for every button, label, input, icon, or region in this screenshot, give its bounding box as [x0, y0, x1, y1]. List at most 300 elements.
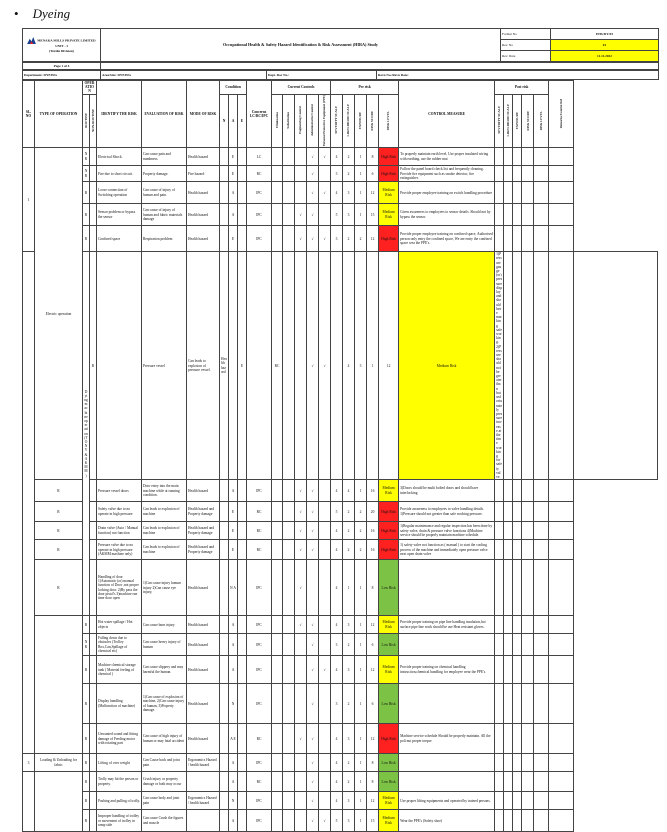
- row-cond-e: [238, 616, 247, 634]
- row-elimination: [272, 616, 283, 634]
- row-cond-a: A: [229, 204, 238, 226]
- col-operation: OPERATION: [83, 81, 97, 95]
- row-non-routine: [90, 560, 97, 616]
- row-severity: 4: [331, 754, 343, 772]
- col-control-measure: CONTROL MEASURE: [399, 81, 495, 148]
- row-operation-type: Electric operation: [35, 148, 83, 480]
- row-likelihood: 2: [343, 522, 355, 540]
- row-post-cell: [549, 182, 574, 204]
- row-concerns: IPC: [247, 634, 272, 656]
- row-post-cell: [513, 166, 522, 182]
- row-risk: Display handling (Malfunction of machine): [97, 684, 142, 724]
- row-mode: Ergonomics Hazard \ health hazard: [187, 792, 220, 810]
- row-substitution: [283, 226, 295, 252]
- row-exposure: 1: [355, 480, 367, 502]
- row-post-cell: [513, 810, 522, 832]
- row-post-cell: [513, 540, 522, 560]
- row-post-cell: [513, 684, 522, 724]
- row-post-cell: [495, 226, 504, 252]
- row-cond-e: [238, 634, 247, 656]
- row-severity: 5: [331, 810, 343, 832]
- row-severity: 3: [331, 226, 343, 252]
- row-post-cell: [495, 502, 504, 522]
- row-post-cell: [534, 480, 549, 502]
- company-cell: [23, 29, 101, 62]
- col-sl: SL. NO: [23, 81, 35, 148]
- row-risk-level: Low Risk: [379, 684, 399, 724]
- table-row: [23, 754, 658, 772]
- row-substitution: [283, 502, 295, 522]
- row-post-cell: [534, 502, 549, 522]
- row-cond-a: A: [229, 754, 238, 772]
- row-post-cell: [549, 252, 574, 480]
- row-post-cell: [522, 252, 534, 480]
- row-concerns: RC: [247, 522, 272, 540]
- col-substitution: Substitution: [286, 111, 291, 129]
- row-severity: 3: [331, 684, 343, 724]
- row-elimination: [272, 560, 283, 616]
- row-exposure: 1: [355, 148, 367, 166]
- row-exposure: 1: [355, 754, 367, 772]
- row-cond-a: A: [229, 480, 238, 502]
- row-mode: Health hazard: [187, 684, 220, 724]
- row-cond-n: [220, 772, 229, 792]
- row-post-cell: [495, 480, 504, 502]
- row-non-routine: [90, 772, 97, 792]
- row-risk: Pressure vessel: [142, 252, 187, 480]
- row-cond-n: [220, 148, 229, 166]
- row-control-measure: [399, 560, 495, 616]
- row-cond-a: N A: [229, 560, 238, 616]
- row-likelihood: 2: [343, 502, 355, 522]
- row-administrative: √: [307, 616, 319, 634]
- table-row: [23, 522, 658, 540]
- row-evaluation: Can leads to explosion of machine: [142, 502, 187, 522]
- row-engineering: [295, 754, 307, 772]
- row-engineering: [295, 166, 307, 182]
- row-control-measure: [399, 772, 495, 792]
- row-cond-n: [220, 204, 229, 226]
- row-cond-n: [220, 754, 229, 772]
- row-control-measure: 1)Regular maintenance and regular inspection has been done by safety valve, drain & pressure valve functions 4)Machine service should be properly maintain machine schedule.: [399, 522, 495, 540]
- row-post-cell: [495, 634, 504, 656]
- row-elimination: [272, 634, 283, 656]
- row-routine: R: [35, 480, 83, 502]
- row-risk-level: Medium Risk: [379, 480, 399, 502]
- row-cond-a: A: [229, 810, 238, 832]
- row-concerns: IPC: [247, 810, 272, 832]
- row-post-cell: [495, 166, 504, 182]
- row-elimination: [272, 772, 283, 792]
- row-evaluation: 1)Can cause of explosion of machine, 2)Can cause injury of human, 3)Property damage.: [142, 684, 187, 724]
- row-administrative: √: [307, 182, 319, 204]
- row-post-cell: [504, 540, 513, 560]
- row-post-cell: [513, 182, 522, 204]
- row-post-cell: [513, 772, 522, 792]
- row-risk: Lifting of over weight: [97, 754, 142, 772]
- row-elimination: [272, 724, 283, 754]
- row-cond-a: A: [229, 182, 238, 204]
- row-exposure: 1: [355, 724, 367, 754]
- row-post-cell: [534, 540, 549, 560]
- row-cond-n: [220, 166, 229, 182]
- row-post-cell: [504, 616, 513, 634]
- row-cond-a: E: [229, 148, 238, 166]
- row-cond-a: A E: [229, 724, 238, 754]
- row-concerns: LC: [247, 148, 272, 166]
- row-mode: Health hazard: [187, 560, 220, 616]
- row-mode: Health hazard: [187, 182, 220, 204]
- row-non-routine: [90, 616, 97, 634]
- row-cond-e: [238, 540, 247, 560]
- row-post-cell: [549, 148, 574, 166]
- row-control-measure: Provide proper employee training on confined space, Authorised person only entry the confined space, We are entry the confined space wea the PPE's.: [399, 226, 495, 252]
- row-cond-n: [220, 792, 229, 810]
- row-ppe: [319, 560, 331, 616]
- row-post-cell: [504, 226, 513, 252]
- page-number: Page 1 of 4: [23, 63, 101, 70]
- row-cond-a: A: [229, 772, 238, 792]
- row-substitution: [283, 656, 295, 684]
- row-risk: Falling down due to obstacles (Trolley Box,Can,Spillage of chemical etc): [97, 634, 142, 656]
- col-n: N: [220, 94, 229, 148]
- row-elimination: [272, 792, 283, 810]
- row-likelihood: 2: [343, 166, 355, 182]
- row-evaluation: Crush injury or property damage or both may occur: [142, 772, 187, 792]
- row-cond-a: E: [229, 502, 238, 522]
- row-risk-score: 16: [367, 480, 379, 502]
- row-post-cell: [522, 182, 534, 204]
- row-cond-a: N: [229, 684, 238, 724]
- row-post-cell: [504, 656, 513, 684]
- col-exposure: EXPOSURE: [358, 111, 363, 129]
- row-cond-e: [238, 182, 247, 204]
- row-cond-n: [220, 560, 229, 616]
- row-concerns: IPC: [247, 560, 272, 616]
- row-risk-score: 6: [367, 166, 379, 182]
- row-mode: Health hazard: [187, 226, 220, 252]
- row-non-routine: [97, 252, 142, 480]
- row-routine: R: [83, 684, 90, 724]
- row-control-measure: [399, 684, 495, 724]
- row-engineering: √: [295, 204, 307, 226]
- col-risk-level: RISK LEVEL: [386, 110, 391, 130]
- table-row: [23, 540, 658, 560]
- revision-no-date: Revn No./Revn Date:: [377, 71, 659, 80]
- row-substitution: [283, 792, 295, 810]
- row-evaluation: 1)Can cause injury human injury 2)Can cause eye injury,: [142, 560, 187, 616]
- row-post-cell: [522, 560, 534, 616]
- row-control-measure: 1) safety valve not function as ( manual ) to start the cooling process of the machine and immediately open pressure valve next open drain valve: [399, 540, 495, 560]
- row-cond-e: [238, 656, 247, 684]
- row-cond-n: [220, 724, 229, 754]
- row-post-cell: [495, 792, 504, 810]
- row-non-routine: [90, 634, 97, 656]
- row-concerns: RC: [247, 724, 272, 754]
- row-engineering: √: [295, 616, 307, 634]
- row-cond-n: [220, 810, 229, 832]
- row-post-cell: [495, 656, 504, 684]
- row-post-cell: [522, 792, 534, 810]
- row-post-cell: [522, 772, 534, 792]
- row-risk-level: Medium Risk: [379, 810, 399, 832]
- row-cond-e: [238, 522, 247, 540]
- col-severity: SEVERITY SCALE: [334, 106, 339, 135]
- row-cond-e: [238, 810, 247, 832]
- row-routine: R: [83, 754, 90, 772]
- row-risk: Loose connection of Switching operation: [97, 182, 142, 204]
- row-risk-level: Medium Risk: [379, 204, 399, 226]
- col-engineering: Engineering Control: [298, 106, 303, 135]
- row-substitution: [283, 166, 295, 182]
- row-exposure: 1: [355, 182, 367, 204]
- row-routine: N R: [83, 634, 90, 656]
- table-row: [23, 204, 658, 226]
- row-concerns: IPC: [247, 656, 272, 684]
- row-substitution: [283, 480, 295, 502]
- row-cond-e: [238, 204, 247, 226]
- row-elimination: [272, 182, 283, 204]
- row-risk-score: 12: [367, 226, 379, 252]
- row-post-cell: [504, 634, 513, 656]
- row-substitution: [283, 634, 295, 656]
- table-row: [23, 560, 658, 616]
- row-likelihood: 3: [355, 252, 367, 480]
- row-substitution: [283, 148, 295, 166]
- row-severity: 4: [331, 792, 343, 810]
- row-exposure: 1: [355, 166, 367, 182]
- rev-no-value: 01: [551, 40, 659, 51]
- col-non-routine: NON-ROUTINE: [91, 108, 95, 132]
- row-concerns: RC: [247, 772, 272, 792]
- row-post-cell: [513, 252, 522, 480]
- row-control-measure: [399, 754, 495, 772]
- col-post-risk-score: RISK SCORE: [525, 110, 530, 131]
- row-routine: R: [35, 540, 83, 560]
- row-elimination: [272, 204, 283, 226]
- row-operation-type: [35, 772, 83, 832]
- row-post-cell: [549, 226, 574, 252]
- row-concerns: IPC: [247, 684, 272, 724]
- col-ppe: Personal Protective Equipment (PPE): [322, 94, 327, 146]
- row-post-cell: [522, 634, 534, 656]
- row-risk-level: High Risk: [379, 502, 399, 522]
- row-severity: 4: [331, 182, 343, 204]
- row-administrative: √: [307, 724, 319, 754]
- row-post-cell: [504, 148, 513, 166]
- row-post-cell: [549, 684, 574, 724]
- col-type: TYPE OF OPERATION: [35, 81, 83, 148]
- row-likelihood: 2: [343, 540, 355, 560]
- row-engineering: √: [295, 560, 307, 616]
- row-non-routine: [90, 226, 97, 252]
- row-risk: Unwanted sound and fitting damage of Feeding motor with rotating part: [97, 724, 142, 754]
- row-risk-level: Medium Risk: [379, 792, 399, 810]
- row-control-measure: Provide awareness to employees to valve handling details. 1)Pressure should not greater than safe working pressure.: [399, 502, 495, 522]
- row-evaluation: Can cause slippery and may harmful the human.: [142, 656, 187, 684]
- row-cond-n: [220, 480, 229, 502]
- row-severity: 4: [331, 480, 343, 502]
- row-ppe: √: [319, 226, 331, 252]
- row-risk-level: Low Risk: [379, 754, 399, 772]
- row-cond-n: [220, 684, 229, 724]
- table-row: [23, 616, 658, 634]
- row-post-cell: [534, 810, 549, 832]
- row-exposure: 1: [355, 810, 367, 832]
- row-ppe: [331, 252, 343, 480]
- row-exposure: 2: [355, 226, 367, 252]
- row-cond-e: [238, 502, 247, 522]
- row-administrative: √: [319, 252, 331, 480]
- row-post-cell: [513, 724, 522, 754]
- row-severity: 4: [331, 540, 343, 560]
- row-risk-level: High Risk: [379, 540, 399, 560]
- row-ppe: [319, 724, 331, 754]
- row-severity: 4: [331, 656, 343, 684]
- row-likelihood: 3: [343, 724, 355, 754]
- row-ppe: [319, 754, 331, 772]
- row-substitution: [283, 616, 295, 634]
- row-risk-score: 8: [367, 754, 379, 772]
- row-cond-e: [238, 754, 247, 772]
- row-administrative: √: [307, 148, 319, 166]
- row-cond-n: [220, 502, 229, 522]
- row-risk-score: 8: [367, 560, 379, 616]
- col-post-risk-level: RISK LEVEL: [539, 110, 544, 130]
- row-risk: Handling of door 1)Automatic (or) manual function of Door ,not proper locking door. 2)By pass the door pistol's 3)machine run time door open: [97, 560, 142, 616]
- col-elimination: Elimination: [274, 112, 279, 129]
- row-cond-a: E: [238, 252, 247, 480]
- row-non-routine: [90, 656, 97, 684]
- row-mode: Health hazard and Property damage: [187, 522, 220, 540]
- row-post-cell: [534, 656, 549, 684]
- col-concerns: Concerns LC/RC/IPC: [247, 81, 272, 148]
- row-post-cell: [522, 684, 534, 724]
- row-post-cell: [522, 616, 534, 634]
- row-risk-score: 6: [367, 634, 379, 656]
- row-post-cell: [504, 166, 513, 182]
- row-risk: Sensor problem or bypass the sensor: [97, 204, 142, 226]
- row-engineering: √: [295, 480, 307, 502]
- row-post-cell: [549, 754, 574, 772]
- row-mode: Health hazard: [187, 724, 220, 754]
- row-mode: Ergonomics Hazard \ health hazard: [187, 754, 220, 772]
- row-post-cell: [522, 540, 534, 560]
- row-risk-level: Low Risk: [379, 634, 399, 656]
- table-row: [23, 182, 658, 204]
- row-elimination: [272, 522, 283, 540]
- row-mode: Health hazard: [187, 148, 220, 166]
- row-cond-e: [238, 772, 247, 792]
- row-evaluation: Can Cause back and joint pain: [142, 754, 187, 772]
- row-administrative: [307, 560, 319, 616]
- row-concerns: RC: [247, 502, 272, 522]
- row-post-cell: [513, 616, 522, 634]
- row-engineering: [295, 148, 307, 166]
- row-exposure: 2: [355, 502, 367, 522]
- row-severity: 4: [331, 148, 343, 166]
- row-post-cell: [534, 684, 549, 724]
- row-substitution: [283, 684, 295, 724]
- row-engineering: [295, 772, 307, 792]
- row-concerns: IPC: [247, 616, 272, 634]
- row-mode: [187, 810, 220, 832]
- row-risk-score: 16: [367, 522, 379, 540]
- row-evaluation: Can cause pain and numbness.: [142, 148, 187, 166]
- row-mode: Fire hazard: [187, 166, 220, 182]
- row-likelihood: 2: [343, 148, 355, 166]
- row-operation-type: Dying machine operation (TONY & AKMM): [83, 252, 90, 616]
- row-administrative: √: [307, 634, 319, 656]
- row-non-routine: [90, 204, 97, 226]
- row-control-measure: Use proper lifting equipments and operated by trained persons.: [399, 792, 495, 810]
- row-control-measure: Given awareness to employees to sensor details. Should not by bypass the sensor.: [399, 204, 495, 226]
- row-ppe: [319, 616, 331, 634]
- row-control-measure: Provide proper training on chemical handling instruction,chemical handling for employee wear the PPE's.: [399, 656, 495, 684]
- row-risk-level: Medium Risk: [399, 252, 495, 480]
- row-post-cell: [504, 480, 513, 502]
- col-evaluation: EVALUATION OF RISK: [142, 81, 187, 148]
- row-risk-score: 12: [367, 616, 379, 634]
- row-severity: 4: [331, 560, 343, 616]
- row-risk: Fire due to short circuit.: [97, 166, 142, 182]
- row-routine: R: [83, 810, 90, 832]
- row-concerns: RC: [247, 540, 272, 560]
- row-exposure: 1: [367, 252, 379, 480]
- row-substitution: [283, 522, 295, 540]
- row-risk-level: Low Risk: [379, 772, 399, 792]
- row-substitution: [283, 754, 295, 772]
- row-evaluation: Can leads to explosion of pressure vessel.: [187, 252, 220, 480]
- row-post-cell: [549, 634, 574, 656]
- row-post-cell: [534, 148, 549, 166]
- row-likelihood: 1: [343, 560, 355, 616]
- row-severity: 4: [331, 616, 343, 634]
- row-elimination: [272, 480, 283, 502]
- row-routine: R: [83, 182, 90, 204]
- row-evaluation: Can leads to explosion of machine: [142, 522, 187, 540]
- table-row: [23, 502, 658, 522]
- row-post-cell: [534, 252, 549, 480]
- row-concerns: IPC: [247, 204, 272, 226]
- row-elimination: [272, 754, 283, 772]
- row-cond-a: E: [229, 166, 238, 182]
- row-ppe: [319, 634, 331, 656]
- row-ppe: [319, 166, 331, 182]
- hira-header-table: [22, 28, 659, 62]
- row-post-cell: [513, 634, 522, 656]
- row-risk: Pushing and pulling of trolly.: [97, 792, 142, 810]
- row-post-cell: [513, 522, 522, 540]
- row-post-cell: [504, 792, 513, 810]
- row-post-cell: [513, 754, 522, 772]
- row-ppe: √: [319, 182, 331, 204]
- row-administrative: √: [307, 540, 319, 560]
- row-exposure: 1: [355, 792, 367, 810]
- row-likelihood: 3: [343, 810, 355, 832]
- row-routine: R: [35, 522, 83, 540]
- row-likelihood: 2: [343, 226, 355, 252]
- row-routine: R: [90, 252, 97, 480]
- row-risk: Improper handling of trolley or movement of trolley in ramp side: [97, 810, 142, 832]
- table-row: [23, 634, 658, 656]
- row-evaluation: Can cause heavy injury of human: [142, 634, 187, 656]
- row-control-measure: Machine service schedule Should be properly maintain. All the poli nut proper torque: [399, 724, 495, 754]
- row-elimination: [272, 148, 283, 166]
- row-risk: Safety valve due to no operate in high pressure: [97, 502, 142, 522]
- department: Department: DYEING: [23, 71, 101, 80]
- row-substitution: [283, 204, 295, 226]
